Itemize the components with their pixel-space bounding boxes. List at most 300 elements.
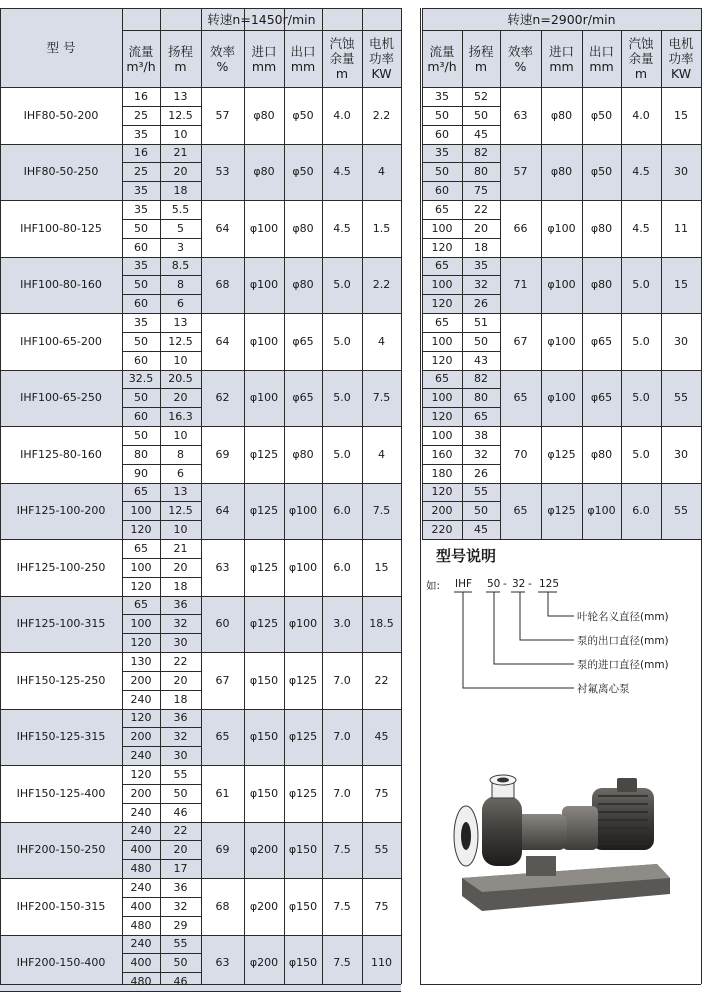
head-cell: 50	[474, 334, 488, 348]
head-cell: 36	[173, 598, 188, 612]
flow-cell: 100	[431, 334, 453, 348]
model-cell: IHF200-150-400	[16, 956, 106, 970]
head-cell: 12.5	[168, 334, 193, 348]
legend-desc-lined: 衬氟离心泵	[577, 683, 630, 695]
power-cell: 30	[674, 334, 688, 348]
head-cell: 22	[474, 202, 488, 216]
power-cell: 22	[374, 673, 389, 687]
model-cell: IHF125-100-315	[16, 617, 106, 631]
head-cell: 46	[173, 975, 188, 989]
column-header-text: 出口	[588, 43, 614, 59]
efficiency-cell: 67	[513, 334, 528, 348]
outlet-cell: φ125	[288, 730, 318, 744]
power-cell: 2.2	[372, 108, 391, 122]
column-header-text: 进口	[548, 43, 574, 59]
head-cell: 20	[173, 843, 188, 857]
flow-cell: 100	[431, 221, 453, 235]
head-cell: 20	[173, 560, 188, 574]
npsh-cell: 6.0	[632, 504, 650, 518]
head-cell: 12.5	[168, 504, 193, 518]
npsh-cell: 4.5	[333, 221, 351, 235]
inlet-cell: φ100	[249, 221, 279, 235]
flow-cell: 240	[130, 805, 152, 819]
flow-cell: 220	[431, 523, 453, 537]
column-header-text: 流量	[429, 43, 455, 59]
head-cell: 8.5	[171, 259, 190, 273]
efficiency-cell: 69	[215, 843, 230, 857]
flow-cell: 35	[435, 146, 449, 160]
power-cell: 4	[378, 334, 385, 348]
efficiency-cell: 63	[215, 560, 230, 574]
model-cell: IHF150-125-315	[16, 730, 106, 744]
flow-cell: 120	[431, 410, 453, 424]
inlet-cell: φ150	[249, 730, 279, 744]
flow-cell: 100	[431, 391, 453, 405]
model-cell: IHF200-150-250	[16, 843, 106, 857]
head-cell: 32	[173, 617, 188, 631]
model-cell: IHF100-65-250	[20, 391, 102, 405]
flow-cell: 65	[435, 259, 449, 273]
head-cell: 50	[173, 786, 188, 800]
flow-cell: 100	[431, 428, 453, 442]
head-cell: 13	[173, 89, 188, 103]
outlet-cell: φ80	[590, 447, 613, 461]
power-cell: 55	[674, 391, 688, 405]
speed-header-left: 转速n=1450r/min	[207, 11, 316, 27]
npsh-cell: 7.0	[333, 786, 351, 800]
head-cell: 32	[173, 730, 188, 744]
flow-cell: 480	[130, 975, 152, 989]
flow-cell: 35	[134, 127, 148, 141]
flow-cell: 35	[134, 315, 148, 329]
head-cell: 52	[474, 89, 488, 103]
model-cell: IHF100-65-200	[20, 334, 102, 348]
column-header-text: %	[514, 58, 527, 74]
outlet-cell: φ100	[587, 504, 616, 518]
efficiency-cell: 69	[215, 447, 230, 461]
power-cell: 15	[674, 108, 688, 122]
head-cell: 51	[474, 315, 488, 329]
efficiency-cell: 65	[513, 504, 528, 518]
flow-cell: 400	[130, 956, 152, 970]
column-header-text: 功率	[368, 51, 394, 66]
head-cell: 5.5	[171, 202, 190, 216]
legend-code-outlet: 32	[512, 578, 526, 590]
flow-cell: 50	[134, 278, 148, 292]
npsh-cell: 7.5	[333, 956, 351, 970]
head-cell: 18	[173, 184, 188, 198]
column-header-text: 效率	[507, 43, 533, 59]
head-cell: 75	[474, 184, 488, 198]
legend-code-dash: -	[503, 578, 507, 590]
efficiency-cell: 63	[215, 956, 230, 970]
npsh-cell: 5.0	[333, 278, 351, 292]
column-header-text: mm	[251, 58, 277, 74]
efficiency-cell: 71	[513, 278, 528, 292]
flow-cell: 35	[134, 259, 148, 273]
flow-cell: 240	[130, 749, 152, 763]
flow-cell: 90	[134, 466, 148, 480]
head-cell: 45	[474, 127, 488, 141]
power-cell: 7.5	[372, 391, 391, 405]
flow-cell: 240	[130, 692, 152, 706]
head-cell: 30	[173, 749, 188, 763]
flow-cell: 240	[130, 880, 152, 894]
column-header-text: KW	[371, 66, 392, 81]
outlet-cell: φ50	[292, 165, 314, 179]
flow-cell: 50	[134, 334, 148, 348]
column-header-text: m³/h	[126, 58, 156, 74]
head-cell: 21	[173, 541, 188, 555]
inlet-cell: φ80	[253, 108, 275, 122]
flow-cell: 60	[134, 240, 148, 254]
efficiency-cell: 64	[215, 334, 230, 348]
head-cell: 55	[173, 767, 188, 781]
head-cell: 29	[173, 918, 188, 932]
outlet-cell: φ100	[288, 617, 318, 631]
head-cell: 21	[173, 146, 188, 160]
efficiency-cell: 57	[513, 165, 528, 179]
flow-cell: 180	[431, 466, 453, 480]
head-cell: 80	[474, 391, 488, 405]
flow-cell: 35	[134, 202, 148, 216]
speed-header-right: 转速n=2900r/min	[507, 11, 616, 27]
flow-cell: 120	[130, 523, 152, 537]
head-cell: 32	[474, 278, 488, 292]
outlet-cell: φ50	[292, 108, 314, 122]
column-header-text: m	[634, 66, 648, 81]
column-header-text: m³/h	[427, 58, 457, 74]
power-cell: 30	[674, 447, 688, 461]
model-cell: IHF125-80-160	[20, 447, 102, 461]
column-header-text: 效率	[209, 43, 235, 59]
legend-prefix: 如:	[426, 580, 441, 592]
npsh-cell: 4.0	[333, 108, 351, 122]
outlet-cell: φ80	[590, 221, 613, 235]
head-cell: 20	[474, 221, 488, 235]
efficiency-cell: 63	[513, 108, 528, 122]
column-header-text: 电机	[668, 36, 694, 51]
legend-code-inlet: 50	[487, 578, 501, 590]
model-cell: IHF200-150-315	[16, 899, 106, 913]
head-cell: 8	[177, 278, 184, 292]
head-cell: 12.5	[168, 108, 193, 122]
npsh-cell: 5.0	[333, 391, 351, 405]
head-cell: 26	[474, 297, 488, 311]
legend-title: 型号说明	[436, 547, 497, 565]
efficiency-cell: 68	[215, 899, 230, 913]
outlet-cell: φ80	[292, 447, 314, 461]
efficiency-cell: 68	[215, 278, 230, 292]
npsh-cell: 7.0	[333, 673, 351, 687]
head-cell: 32	[173, 899, 188, 913]
flow-cell: 200	[130, 730, 152, 744]
column-header-text: 余量	[329, 51, 355, 66]
efficiency-cell: 62	[215, 391, 230, 405]
inlet-cell: φ100	[547, 221, 576, 235]
model-cell: IHF150-125-250	[16, 673, 106, 687]
npsh-cell: 4.0	[632, 108, 650, 122]
efficiency-cell: 64	[215, 221, 230, 235]
efficiency-cell: 53	[215, 165, 230, 179]
column-header-text: KW	[670, 66, 692, 81]
efficiency-cell: 67	[215, 673, 230, 687]
head-cell: 3	[177, 240, 184, 254]
column-header-text: 扬程	[468, 43, 494, 59]
outlet-cell: φ65	[292, 391, 314, 405]
head-cell: 13	[173, 315, 188, 329]
npsh-cell: 5.0	[632, 391, 650, 405]
head-cell: 35	[474, 259, 488, 273]
column-header-text: m	[474, 58, 488, 74]
power-cell: 110	[371, 956, 392, 970]
npsh-cell: 6.0	[333, 504, 351, 518]
flow-cell: 400	[130, 899, 152, 913]
flow-cell: 100	[130, 617, 152, 631]
inlet-cell: φ200	[249, 956, 279, 970]
flow-cell: 120	[431, 485, 453, 499]
column-header-text: mm	[589, 58, 614, 74]
head-cell: 36	[173, 711, 188, 725]
flow-cell: 60	[435, 184, 449, 198]
flow-cell: 100	[130, 560, 152, 574]
head-cell: 50	[474, 504, 488, 518]
npsh-cell: 4.5	[333, 165, 351, 179]
head-cell: 16.3	[168, 410, 193, 424]
flow-cell: 200	[130, 786, 152, 800]
power-cell: 18.5	[369, 617, 394, 631]
flow-cell: 200	[431, 504, 453, 518]
outlet-cell: φ50	[590, 165, 613, 179]
outlet-cell: φ50	[590, 108, 613, 122]
flow-cell: 120	[130, 636, 152, 650]
head-cell: 50	[173, 956, 188, 970]
column-header-text: m	[174, 58, 187, 74]
inlet-cell: φ125	[249, 560, 279, 574]
head-cell: 6	[177, 466, 184, 480]
flow-cell: 32.5	[128, 372, 154, 386]
flow-cell: 400	[130, 843, 152, 857]
npsh-cell: 5.0	[333, 334, 351, 348]
efficiency-cell: 57	[215, 108, 230, 122]
head-cell: 17	[173, 862, 188, 876]
column-header-text: 出口	[290, 43, 316, 59]
flow-cell: 65	[134, 541, 148, 555]
head-cell: 20	[173, 165, 188, 179]
flow-cell: 120	[431, 353, 453, 367]
inlet-cell: φ80	[253, 165, 275, 179]
column-header-text: 电机	[368, 36, 394, 51]
head-cell: 55	[173, 937, 188, 951]
head-cell: 36	[173, 880, 188, 894]
npsh-cell: 5.0	[333, 447, 351, 461]
head-cell: 22	[173, 824, 188, 838]
column-header-text: 扬程	[167, 43, 193, 59]
model-header: 型 号	[46, 40, 76, 55]
outlet-cell: φ125	[288, 673, 318, 687]
legend-desc-inlet: 泵的进口直径(mm)	[577, 659, 669, 671]
head-cell: 43	[474, 353, 488, 367]
head-cell: 10	[173, 127, 188, 141]
flow-cell: 60	[435, 127, 449, 141]
column-header-text: mm	[549, 58, 574, 74]
power-cell: 1.5	[372, 221, 391, 235]
flow-cell: 480	[130, 918, 152, 932]
flow-cell: 35	[134, 184, 148, 198]
flow-cell: 120	[130, 711, 152, 725]
inlet-cell: φ150	[249, 786, 279, 800]
head-cell: 20.5	[168, 372, 193, 386]
flow-cell: 16	[134, 146, 148, 160]
power-cell: 11	[674, 221, 688, 235]
outlet-cell: φ150	[288, 956, 318, 970]
flow-cell: 120	[130, 579, 152, 593]
outlet-cell: φ80	[590, 278, 613, 292]
flow-cell: 65	[435, 315, 449, 329]
head-cell: 32	[474, 447, 488, 461]
npsh-cell: 7.5	[333, 899, 351, 913]
efficiency-cell: 64	[215, 504, 230, 518]
inlet-cell: φ200	[249, 843, 279, 857]
inlet-cell: φ100	[249, 278, 279, 292]
power-cell: 75	[374, 899, 389, 913]
legend-desc-impeller: 叶轮名义直径(mm)	[577, 611, 669, 623]
flow-cell: 25	[134, 165, 148, 179]
npsh-cell: 3.0	[333, 617, 351, 631]
flow-cell: 16	[134, 89, 148, 103]
column-header-text: 余量	[628, 51, 654, 66]
flow-cell: 100	[130, 504, 152, 518]
flow-cell: 65	[435, 372, 449, 386]
flow-cell: 50	[134, 428, 148, 442]
column-header-text: mm	[290, 58, 316, 74]
legend-desc-outlet: 泵的出口直径(mm)	[577, 635, 669, 647]
head-cell: 13	[173, 485, 188, 499]
inlet-cell: φ125	[547, 504, 576, 518]
power-cell: 30	[674, 165, 688, 179]
flow-cell: 120	[431, 297, 453, 311]
model-cell: IHF100-80-125	[20, 221, 102, 235]
flow-cell: 50	[435, 165, 449, 179]
inlet-cell: φ100	[249, 391, 279, 405]
chemical-pump-icon	[442, 766, 674, 916]
flow-cell: 120	[130, 767, 152, 781]
model-cell: IHF100-80-160	[20, 278, 102, 292]
column-header-text: 进口	[251, 43, 277, 59]
efficiency-cell: 61	[215, 786, 230, 800]
flow-cell: 60	[134, 297, 148, 311]
npsh-cell: 4.5	[632, 165, 650, 179]
efficiency-cell: 65	[513, 391, 528, 405]
flow-cell: 65	[435, 202, 449, 216]
model-cell: IHF125-100-200	[16, 504, 106, 518]
efficiency-cell: 70	[513, 447, 528, 461]
efficiency-cell: 65	[215, 730, 230, 744]
power-cell: 2.2	[372, 278, 391, 292]
flow-cell: 100	[431, 278, 453, 292]
power-cell: 4	[378, 447, 385, 461]
inlet-cell: φ80	[550, 165, 573, 179]
legend-code-impeller: 125	[539, 578, 560, 590]
flow-cell: 25	[134, 108, 148, 122]
flow-cell: 65	[134, 485, 148, 499]
head-cell: 55	[474, 485, 488, 499]
outlet-cell: φ65	[590, 334, 613, 348]
npsh-cell: 6.0	[333, 560, 351, 574]
head-cell: 80	[474, 165, 488, 179]
flow-cell: 50	[134, 391, 148, 405]
model-cell: IHF150-125-400	[16, 786, 106, 800]
model-cell: IHF125-100-250	[16, 560, 106, 574]
head-cell: 20	[173, 673, 188, 687]
flow-cell: 50	[134, 221, 148, 235]
head-cell: 50	[474, 108, 488, 122]
column-header-text: 流量	[128, 43, 154, 59]
flow-cell: 480	[130, 862, 152, 876]
outlet-cell: φ65	[590, 391, 613, 405]
power-cell: 4	[378, 165, 385, 179]
npsh-cell: 5.0	[632, 278, 650, 292]
column-header-text: 汽蚀	[329, 36, 355, 51]
model-cell: IHF80-50-250	[23, 165, 99, 179]
flow-cell: 240	[130, 937, 152, 951]
efficiency-cell: 60	[215, 617, 230, 631]
head-cell: 38	[474, 428, 488, 442]
inlet-cell: φ125	[249, 617, 279, 631]
head-cell: 30	[173, 636, 188, 650]
legend-code-series: IHF	[455, 578, 473, 590]
column-header-text: %	[216, 58, 229, 74]
outlet-cell: φ65	[292, 334, 314, 348]
power-cell: 45	[374, 730, 389, 744]
inlet-cell: φ100	[547, 334, 576, 348]
head-cell: 18	[173, 692, 188, 706]
outlet-cell: φ150	[288, 899, 318, 913]
npsh-cell: 5.0	[632, 334, 650, 348]
flow-cell: 80	[134, 447, 148, 461]
head-cell: 18	[173, 579, 188, 593]
npsh-cell: 5.0	[632, 447, 650, 461]
inlet-cell: φ125	[547, 447, 576, 461]
power-cell: 55	[374, 843, 389, 857]
column-header-text: 功率	[668, 51, 694, 66]
npsh-cell: 7.5	[333, 843, 351, 857]
efficiency-cell: 66	[513, 221, 528, 235]
inlet-cell: φ100	[249, 334, 279, 348]
flow-cell: 240	[130, 824, 152, 838]
inlet-cell: φ125	[249, 504, 279, 518]
column-header-text: m	[335, 66, 349, 81]
inlet-cell: φ80	[550, 108, 573, 122]
outlet-cell: φ150	[288, 843, 318, 857]
power-cell: 15	[374, 560, 389, 574]
flow-cell: 60	[134, 410, 148, 424]
inlet-cell: φ125	[249, 447, 279, 461]
head-cell: 10	[173, 523, 188, 537]
power-cell: 15	[674, 278, 688, 292]
flow-cell: 60	[134, 353, 148, 367]
flow-cell: 130	[130, 654, 152, 668]
head-cell: 45	[474, 523, 488, 537]
outlet-cell: φ80	[292, 278, 314, 292]
flow-cell: 200	[130, 673, 152, 687]
npsh-cell: 7.0	[333, 730, 351, 744]
head-cell: 10	[173, 428, 188, 442]
legend-code-dash: -	[528, 578, 532, 590]
inlet-cell: φ200	[249, 899, 279, 913]
power-cell: 55	[674, 504, 688, 518]
head-cell: 18	[474, 240, 488, 254]
